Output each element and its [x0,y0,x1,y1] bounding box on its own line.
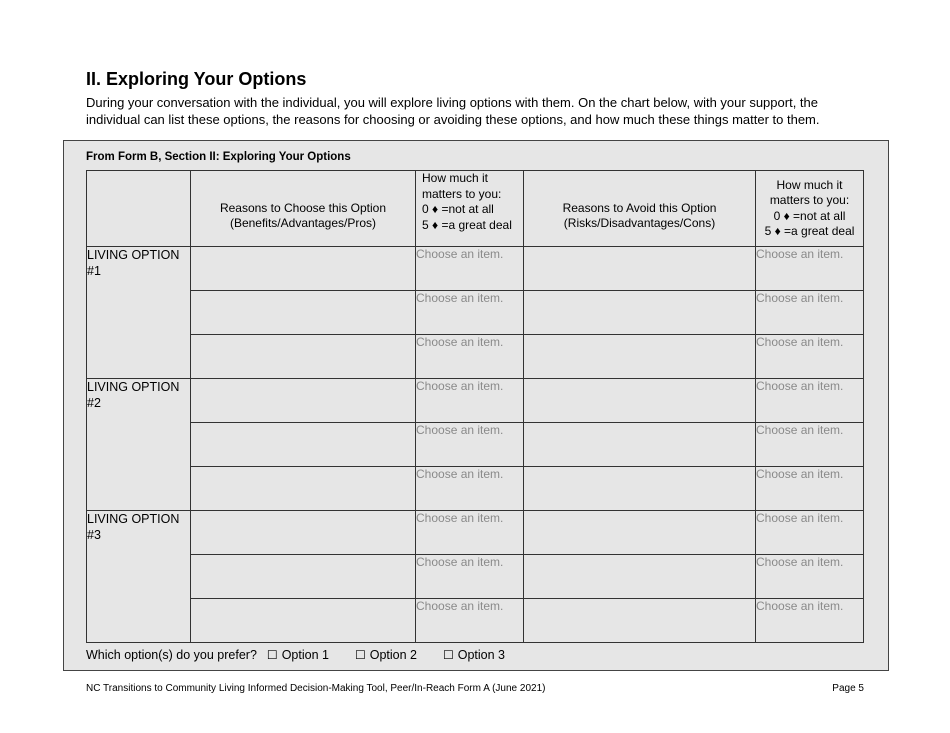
choose-reason-field[interactable] [191,423,416,467]
avoid-reason-field[interactable] [524,599,756,643]
matters-dropdown[interactable]: Choose an item. [756,379,864,423]
table-row [87,335,864,379]
matters-dropdown[interactable]: Choose an item. [756,511,864,555]
matters-dropdown[interactable]: Choose an item. [756,555,864,599]
avoid-reason-field[interactable] [524,511,756,555]
choose-reason-field[interactable] [191,555,416,599]
avoid-reason-field[interactable] [524,335,756,379]
table-row [87,467,864,511]
page-number: Page 5 [832,683,864,694]
matters-dropdown[interactable]: Choose an item. [756,247,864,291]
preference-question [86,648,531,662]
choose-reason-field[interactable] [191,599,416,643]
matters-dropdown[interactable]: Choose an item. [416,467,524,511]
header-matters-1: How much it matters to you: 0 ♦ =not at all 5 ♦ =a great deal [416,171,524,247]
checkbox-icon: ☐ [266,648,278,662]
living-option-1-label: LIVING OPTION #1 [87,247,191,379]
header-option [87,171,191,247]
option-1-checkbox[interactable]: ☐ Option 1 [266,648,329,662]
living-option-2-label: LIVING OPTION #2 [87,379,191,511]
option-3-checkbox[interactable]: ☐ Option 3 [442,648,506,662]
avoid-reason-field[interactable] [524,467,756,511]
choose-reason-field[interactable] [191,467,416,511]
table-row [87,423,864,467]
section-intro: During your conversation with the individual, you will explore living options with them. On the chart below, with your support, the individual can list these options, the reasons for choosing or avoiding these options, and how much these things matter to them. [86,95,820,127]
matters-dropdown[interactable]: Choose an item. [756,291,864,335]
matters-dropdown[interactable]: Choose an item. [416,423,524,467]
option-2-checkbox[interactable]: ☐ Option 2 [354,648,417,662]
avoid-reason-field[interactable] [524,379,756,423]
table-row [87,291,864,335]
matters-dropdown[interactable]: Choose an item. [416,379,524,423]
matters-dropdown[interactable]: Choose an item. [416,511,524,555]
table-row [87,599,864,643]
table-row [87,511,864,555]
matters-dropdown[interactable]: Choose an item. [416,555,524,599]
preference-label: Which option(s) do you prefer? [86,648,257,662]
matters-dropdown[interactable]: Choose an item. [756,599,864,643]
table-row [87,555,864,599]
matters-dropdown[interactable]: Choose an item. [416,335,524,379]
checkbox-icon: ☐ [442,648,454,662]
choose-reason-field[interactable] [191,335,416,379]
header-row [87,171,864,247]
section-heading: II. Exploring Your Options [86,69,307,89]
choose-reason-field[interactable] [191,247,416,291]
header-reasons-avoid: Reasons to Avoid this Option (Risks/Disadvantages/Cons) [524,171,756,247]
matters-dropdown[interactable]: Choose an item. [756,467,864,511]
checkbox-icon: ☐ [354,648,366,662]
matters-dropdown[interactable]: Choose an item. [756,335,864,379]
avoid-reason-field[interactable] [524,555,756,599]
matters-dropdown[interactable]: Choose an item. [416,291,524,335]
header-matters-2: How much it matters to you: 0 ♦ =not at all 5 ♦ =a great deal [756,171,864,247]
avoid-reason-field[interactable] [524,423,756,467]
choose-reason-field[interactable] [191,291,416,335]
matters-dropdown[interactable]: Choose an item. [756,423,864,467]
header-reasons-choose: Reasons to Choose this Option (Benefits/Advantages/Pros) [191,171,416,247]
choose-reason-field[interactable] [191,379,416,423]
options-table [86,170,864,643]
form-title: From Form B, Section II: Exploring Your Options [86,151,351,163]
choose-reason-field[interactable] [191,511,416,555]
table-row [87,247,864,291]
matters-dropdown[interactable]: Choose an item. [416,247,524,291]
matters-dropdown[interactable]: Choose an item. [416,599,524,643]
living-option-3-label: LIVING OPTION #3 [87,511,191,643]
footer-text: NC Transitions to Community Living Informed Decision-Making Tool, Peer/In-Reach Form A (June 2021) [86,683,546,694]
table-row [87,379,864,423]
avoid-reason-field[interactable] [524,291,756,335]
avoid-reason-field[interactable] [524,247,756,291]
